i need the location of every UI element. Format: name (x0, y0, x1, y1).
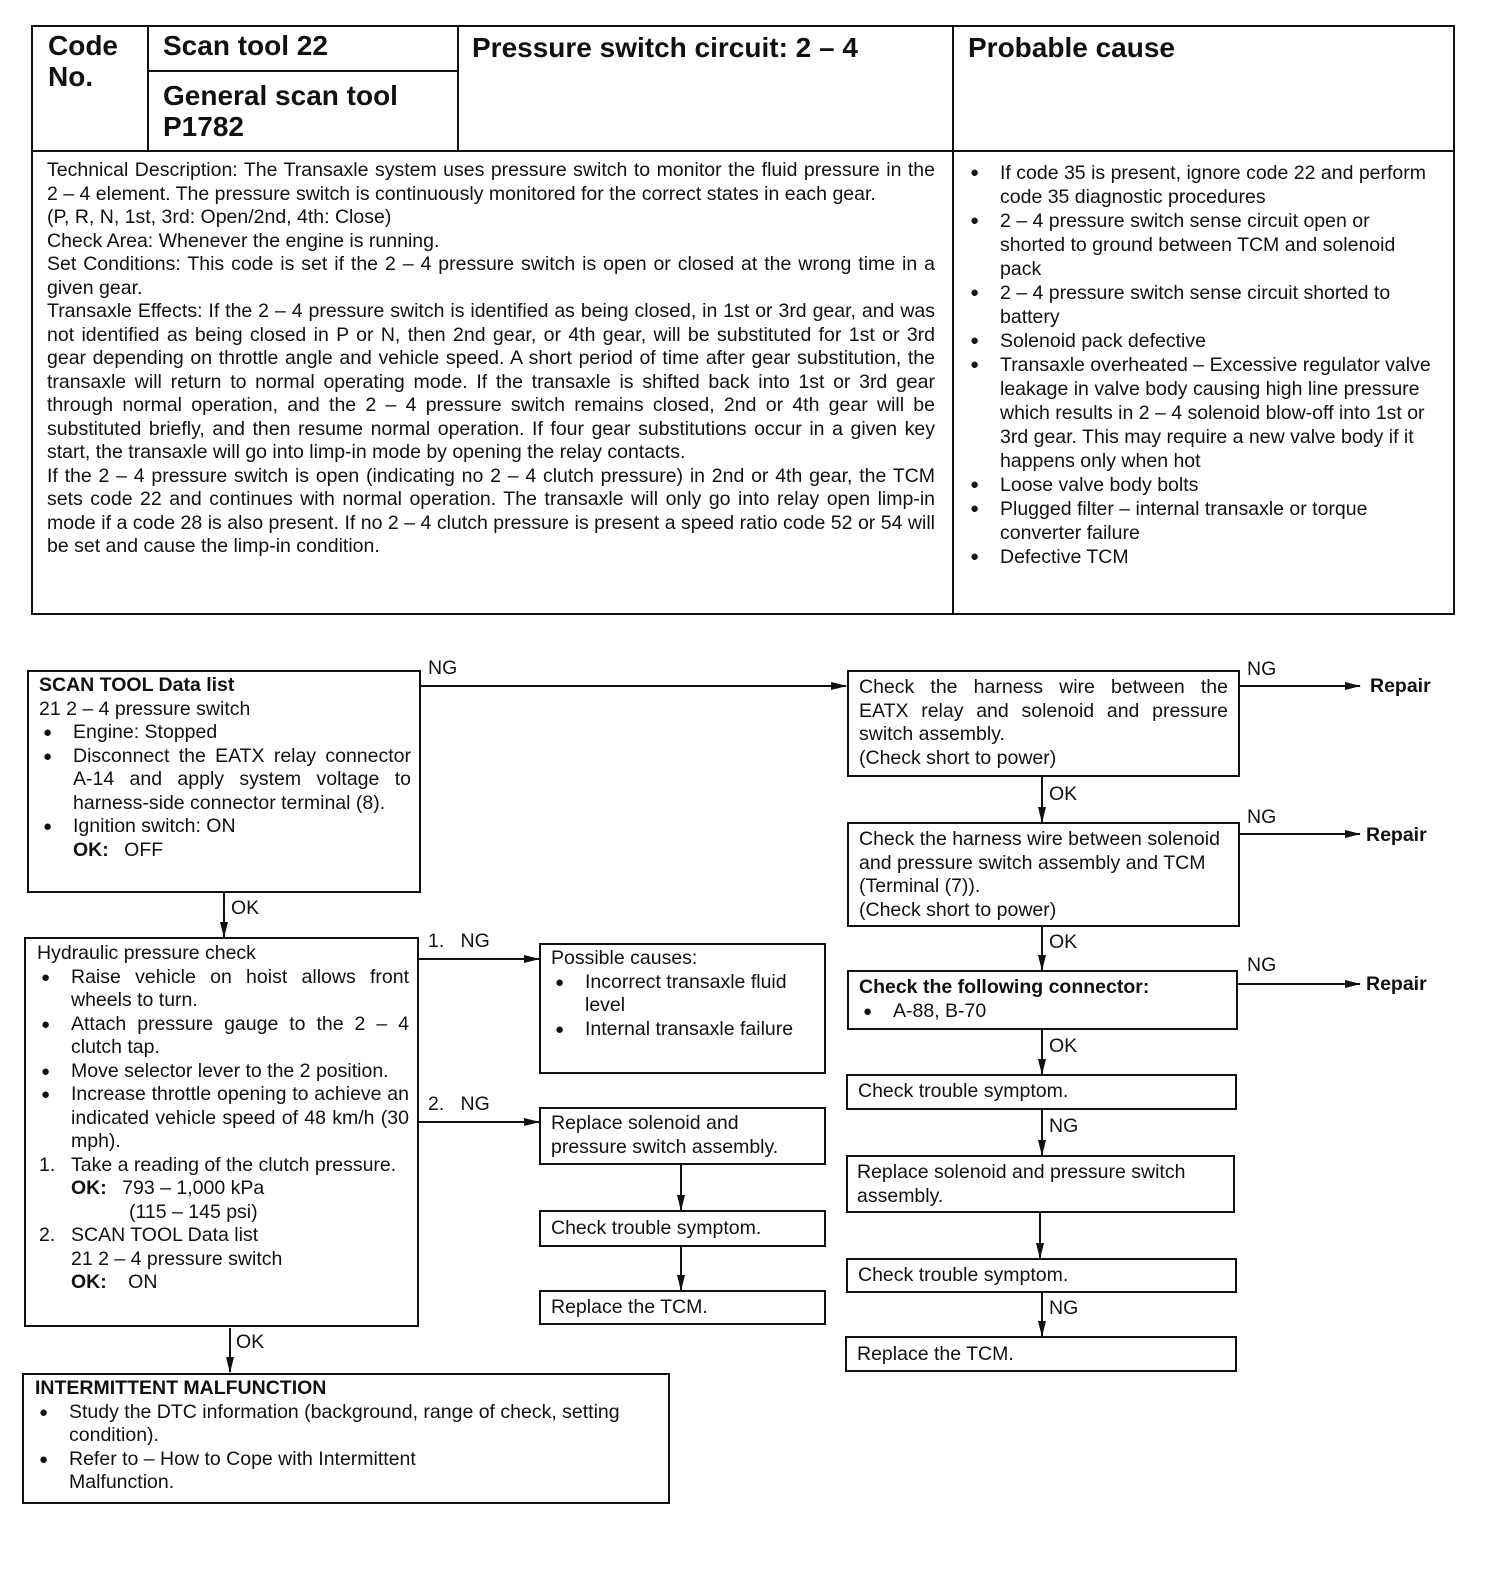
intermittent-malfunction-box (22, 1373, 670, 1504)
probable-cause-item: ● Solenoid pack defective (966, 329, 1436, 353)
probable-cause-item: ● Plugged filter – internal transaxle or torque converter failure (966, 497, 1436, 545)
connector-check-box (847, 970, 1238, 1030)
description-paragraph: (P, R, N, 1st, 3rd: Open/2nd, 4th: Close) (47, 206, 392, 228)
scan-tool-box-bullet: ● Disconnect the EATX relay connector A-14 and apply system voltage to harness-side connector terminal (8). (39, 745, 411, 816)
ok-label: OK (1049, 1035, 1078, 1057)
possible-causes-list (551, 971, 816, 1042)
harness-check-box-1 (847, 670, 1240, 777)
description-paragraph: Technical Description: The Transaxle system uses pressure switch to monitor the fluid pressure in the 2 – 4 element. The pressure switch is continuously monitored for the correct states in each gear. (47, 159, 935, 205)
hydraulic-check-bullet: ● Move selector lever to the 2 position. (37, 1060, 409, 1084)
page-title: Pressure switch circuit: 2 – 4 (472, 32, 858, 63)
ng-label: NG (1247, 806, 1277, 828)
ng-label: NG (428, 657, 458, 679)
step-number: 1. (39, 1153, 56, 1176)
possible-cause-item: ● Internal transaxle failure (551, 1018, 816, 1042)
connector-check-title: Check the following connector: (859, 976, 1150, 998)
hydraulic-step-1 (37, 1154, 409, 1225)
ok-value: 793 – 1,000 kPa (122, 1177, 265, 1199)
probable-cause-item: ● If code 35 is present, ignore code 22 and perform code 35 diagnostic procedures (966, 161, 1436, 209)
replace-solenoid-box-right: Replace solenoid and pressure switch assembly. (846, 1155, 1235, 1213)
step-number: 2. (39, 1224, 56, 1246)
harness-check-text: Check the harness wire between the EATX relay and solenoid and pressure switch assembly. (859, 676, 1228, 745)
scan-tool-box-line: 21 2 – 4 pressure switch (39, 697, 251, 720)
hydraulic-check-box (24, 937, 419, 1327)
check-symptom-box-mid: Check trouble symptom. (539, 1210, 826, 1247)
intermittent-title: INTERMITTENT MALFUNCTION (35, 1377, 327, 1399)
scan-tool-box-ok (39, 839, 411, 863)
harness-check-sub: (Check short to power) (859, 746, 1057, 769)
description-paragraph: Transaxle Effects: If the 2 – 4 pressure switch is identified as being closed, in 1st or 3rd gear, and was not identified as being closed in P or N, then 2nd gear, or 4th gear, will be substituted for 1st or 3rd gear depending on throttle angle and vehicle speed. A short period of time after gear substitution, the transaxle will return to normal operating mode. If the transaxle is shifted back into 1st or 3rd gear through normal operation, and the 2 – 4 pressure switch remains closed, 2nd or 4th gear will be substituted briefly, and then resume normal operation. If four gear substitutions occur in a given key start, the transaxle will go into limp-in mode by opening the relay contacts. (47, 300, 935, 463)
ok-label: OK (1049, 783, 1078, 805)
scan-tool-box-bullet: ● Ignition switch: ON (39, 815, 411, 839)
ok-label: OK: (73, 838, 109, 861)
harness-check-sub: (Check short to power) (859, 898, 1057, 921)
ng-label: NG (1247, 658, 1277, 680)
connector-list (859, 1000, 1226, 1024)
description-paragraph: Set Conditions: This code is set if the 2 – 4 pressure switch is open or closed at the wrong time in a given gear. (47, 253, 935, 299)
scan-tool-box-bullet: ● Engine: Stopped (39, 721, 411, 745)
scan-tool-box-title: SCAN TOOL Data list (39, 674, 235, 696)
hydraulic-check-steps (37, 1154, 409, 1295)
probable-cause-item: ● Defective TCM (966, 545, 1436, 569)
scan-tool-label: Scan tool 22 (163, 30, 328, 61)
step-ok (71, 1177, 409, 1201)
harness-check-box-2 (847, 822, 1240, 927)
hydraulic-check-bullet: ● Increase throttle opening to achieve an indicated vehicle speed of 48 km/h (30 mph). (37, 1083, 409, 1154)
general-scan-tool-label: General scan tool P1782 (163, 80, 398, 142)
ok-value: ON (128, 1271, 158, 1293)
hydraulic-check-bullets (37, 966, 409, 1154)
check-symptom-box-right-2: Check trouble symptom. (846, 1258, 1237, 1293)
step-text: Take a reading of the clutch pressure. (71, 1153, 397, 1176)
harness-check-text: Check the harness wire between solenoid and pressure switch assembly and TCM (Terminal (7)). (859, 828, 1220, 897)
ng-label: NG (1247, 954, 1277, 976)
possible-causes-box (539, 943, 826, 1074)
possible-cause-item: ● Incorrect transaxle fluid level (551, 971, 816, 1018)
intermittent-bullets (35, 1401, 660, 1495)
intermittent-bullet: ● Study the DTC information (background, range of check, setting condition). (35, 1401, 660, 1448)
ng2-label: 2. NG (428, 1093, 490, 1115)
step-ok (71, 1271, 409, 1295)
hydraulic-check-bullet: ● Attach pressure gauge to the 2 – 4 clutch tap. (37, 1013, 409, 1060)
ok-value-psi: (115 – 145 psi) (129, 1200, 258, 1223)
ng-label: NG (1049, 1297, 1079, 1319)
code-no-label: Code No. (48, 30, 118, 92)
check-symptom-box-right: Check trouble symptom. (846, 1074, 1237, 1110)
hydraulic-check-bullet: ● Raise vehicle on hoist allows front wheels to turn. (37, 966, 409, 1013)
probable-cause-label: Probable cause (968, 32, 1175, 63)
ok-label: OK (1049, 931, 1078, 953)
scan-tool-box-bullets (39, 721, 411, 839)
connector-item: ● A-88, B-70 (859, 1000, 1226, 1024)
replace-solenoid-box-mid: Replace solenoid and pressure switch assembly. (539, 1107, 826, 1165)
probable-cause-item: ● 2 – 4 pressure switch sense circuit open or shorted to ground between TCM and solenoid pack (966, 209, 1436, 281)
ok-value: OFF (124, 838, 164, 861)
hydraulic-check-title: Hydraulic pressure check (37, 942, 256, 964)
possible-causes-title: Possible causes: (551, 947, 698, 969)
ok-label: OK: (71, 1271, 107, 1293)
repair-label: Repair (1366, 973, 1427, 995)
description-paragraph: If the 2 – 4 pressure switch is open (indicating no 2 – 4 clutch pressure) in 2nd or 4th gear, the TCM sets code 22 and continues with normal operation. The transaxle will only go into relay open limp-in mode if a code 28 is also present. If no 2 – 4 clutch pressure is present a speed ratio code 52 or 54 will be set and cause the limp-in condition. (47, 464, 935, 557)
step-text: 21 2 – 4 pressure switch (71, 1247, 283, 1270)
probable-cause-item: ● 2 – 4 pressure switch sense circuit shorted to battery (966, 281, 1436, 329)
probable-cause-item: ● Transaxle overheated – Excessive regulator valve leakage in valve body causing high line pressure which results in 2 – 4 solenoid blow-off into 1st or 3rd gear. This may require a new valve body if it happens only when hot (966, 353, 1436, 473)
replace-tcm-box-mid: Replace the TCM. (539, 1290, 826, 1325)
intermittent-bullet: ● Refer to – How to Cope with Intermittent Malfunction. (35, 1448, 660, 1495)
probable-cause-item: ● Loose valve body bolts (966, 473, 1436, 497)
replace-tcm-box-right: Replace the TCM. (845, 1336, 1237, 1372)
ok-label: OK: (71, 1177, 107, 1199)
description-paragraph: Check Area: Whenever the engine is running. (47, 229, 440, 252)
ok-label: OK (236, 1331, 265, 1353)
step-text: SCAN TOOL Data list (71, 1224, 259, 1246)
ng-label: NG (1049, 1115, 1079, 1137)
repair-label: Repair (1366, 824, 1427, 846)
hydraulic-step-2 (37, 1224, 409, 1295)
ng1-label: 1. NG (428, 930, 490, 952)
ok-label: OK (231, 897, 260, 919)
scan-tool-box (27, 670, 421, 893)
repair-label: Repair (1370, 675, 1431, 697)
